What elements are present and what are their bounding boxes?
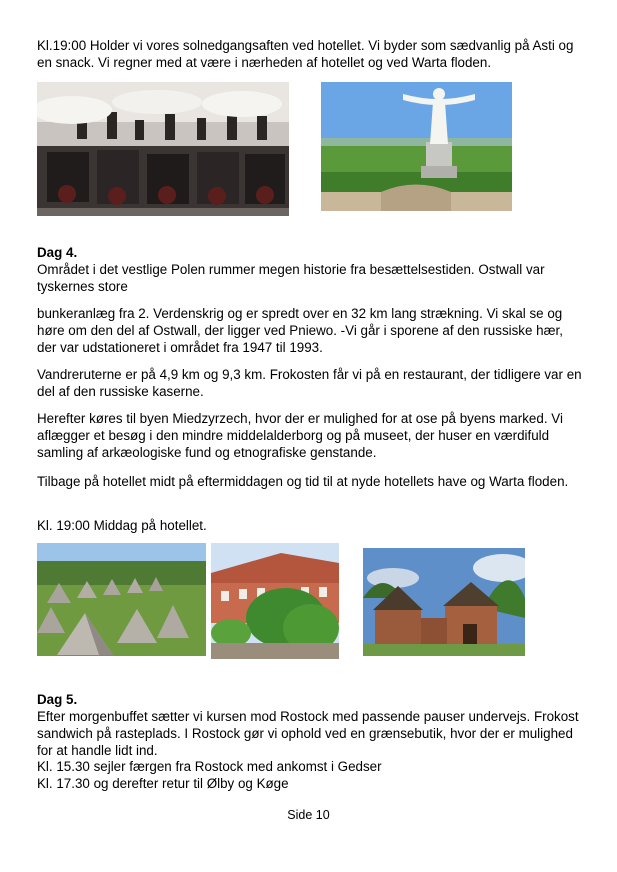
castle-photo [363, 548, 525, 656]
bunker-teeth-photo [37, 543, 206, 656]
day4-paragraph-3: Vandreruterne er på 4,9 km og 9,3 km. Frokosten får vi på en restaurant, der tidligere var en del af den russiske kaserne. [37, 367, 582, 399]
day4-paragraph-5: Tilbage på hotellet midt på eftermiddagen og tid til at nyde hotellets have og Warta floden. [37, 474, 569, 489]
day4-paragraph-2: bunkeranlæg fra 2. Verdenskrig og er spredt over en 32 km lang strækning. Vi skal se og høre om den del af Ostwall, der ligger ved Pniewo. -Vi går i sporene af den russiske hær, der var udstationeret i området fra 1947 til 1993. [37, 306, 563, 355]
locomotives-photo [37, 82, 289, 216]
day5-heading: Dag 5. [37, 692, 78, 707]
christ-statue-photo [321, 82, 512, 211]
day5-paragraph-3: Kl. 17.30 og derefter retur til Ølby og Køge [37, 776, 289, 791]
day5-paragraph-2: Kl. 15.30 sejler færgen fra Rostock med ankomst i Gedser [37, 759, 382, 774]
barracks-photo [211, 543, 339, 659]
intro-paragraph: Kl.19:00 Holder vi vores solnedgangsaften ved hotellet. Vi byder som sædvanlig på Asti og en snack. Vi regner med at være i nærheden af hotellet og ved Warta floden. [37, 38, 574, 70]
page-number: Side 10 [287, 808, 330, 822]
day4-paragraph-4: Herefter køres til byen Miedzyrzech, hvor der er mulighed for at ose på byens marked. Vi aflægger et besøg i den mindre middelalderborg og på museet, der huser en værdifuld samling af arkæologiske fund og etnografiske genstande. [37, 411, 563, 460]
day4-heading: Dag 4. [37, 245, 78, 260]
day4-paragraph-6: Kl. 19:00 Middag på hotellet. [37, 518, 207, 533]
day4-paragraph-1: Området i det vestlige Polen rummer megen historie fra besættelsestiden. Ostwall var tyskernes store [37, 262, 545, 294]
day5-paragraph-1: Efter morgenbuffet sætter vi kursen mod Rostock med passende pauser undervejs. Frokost sandwich på rasteplads. I Rostock gør vi ophold ved en grænsebutik, hvor der er mulighed for at handle lidt ind. [37, 709, 579, 758]
